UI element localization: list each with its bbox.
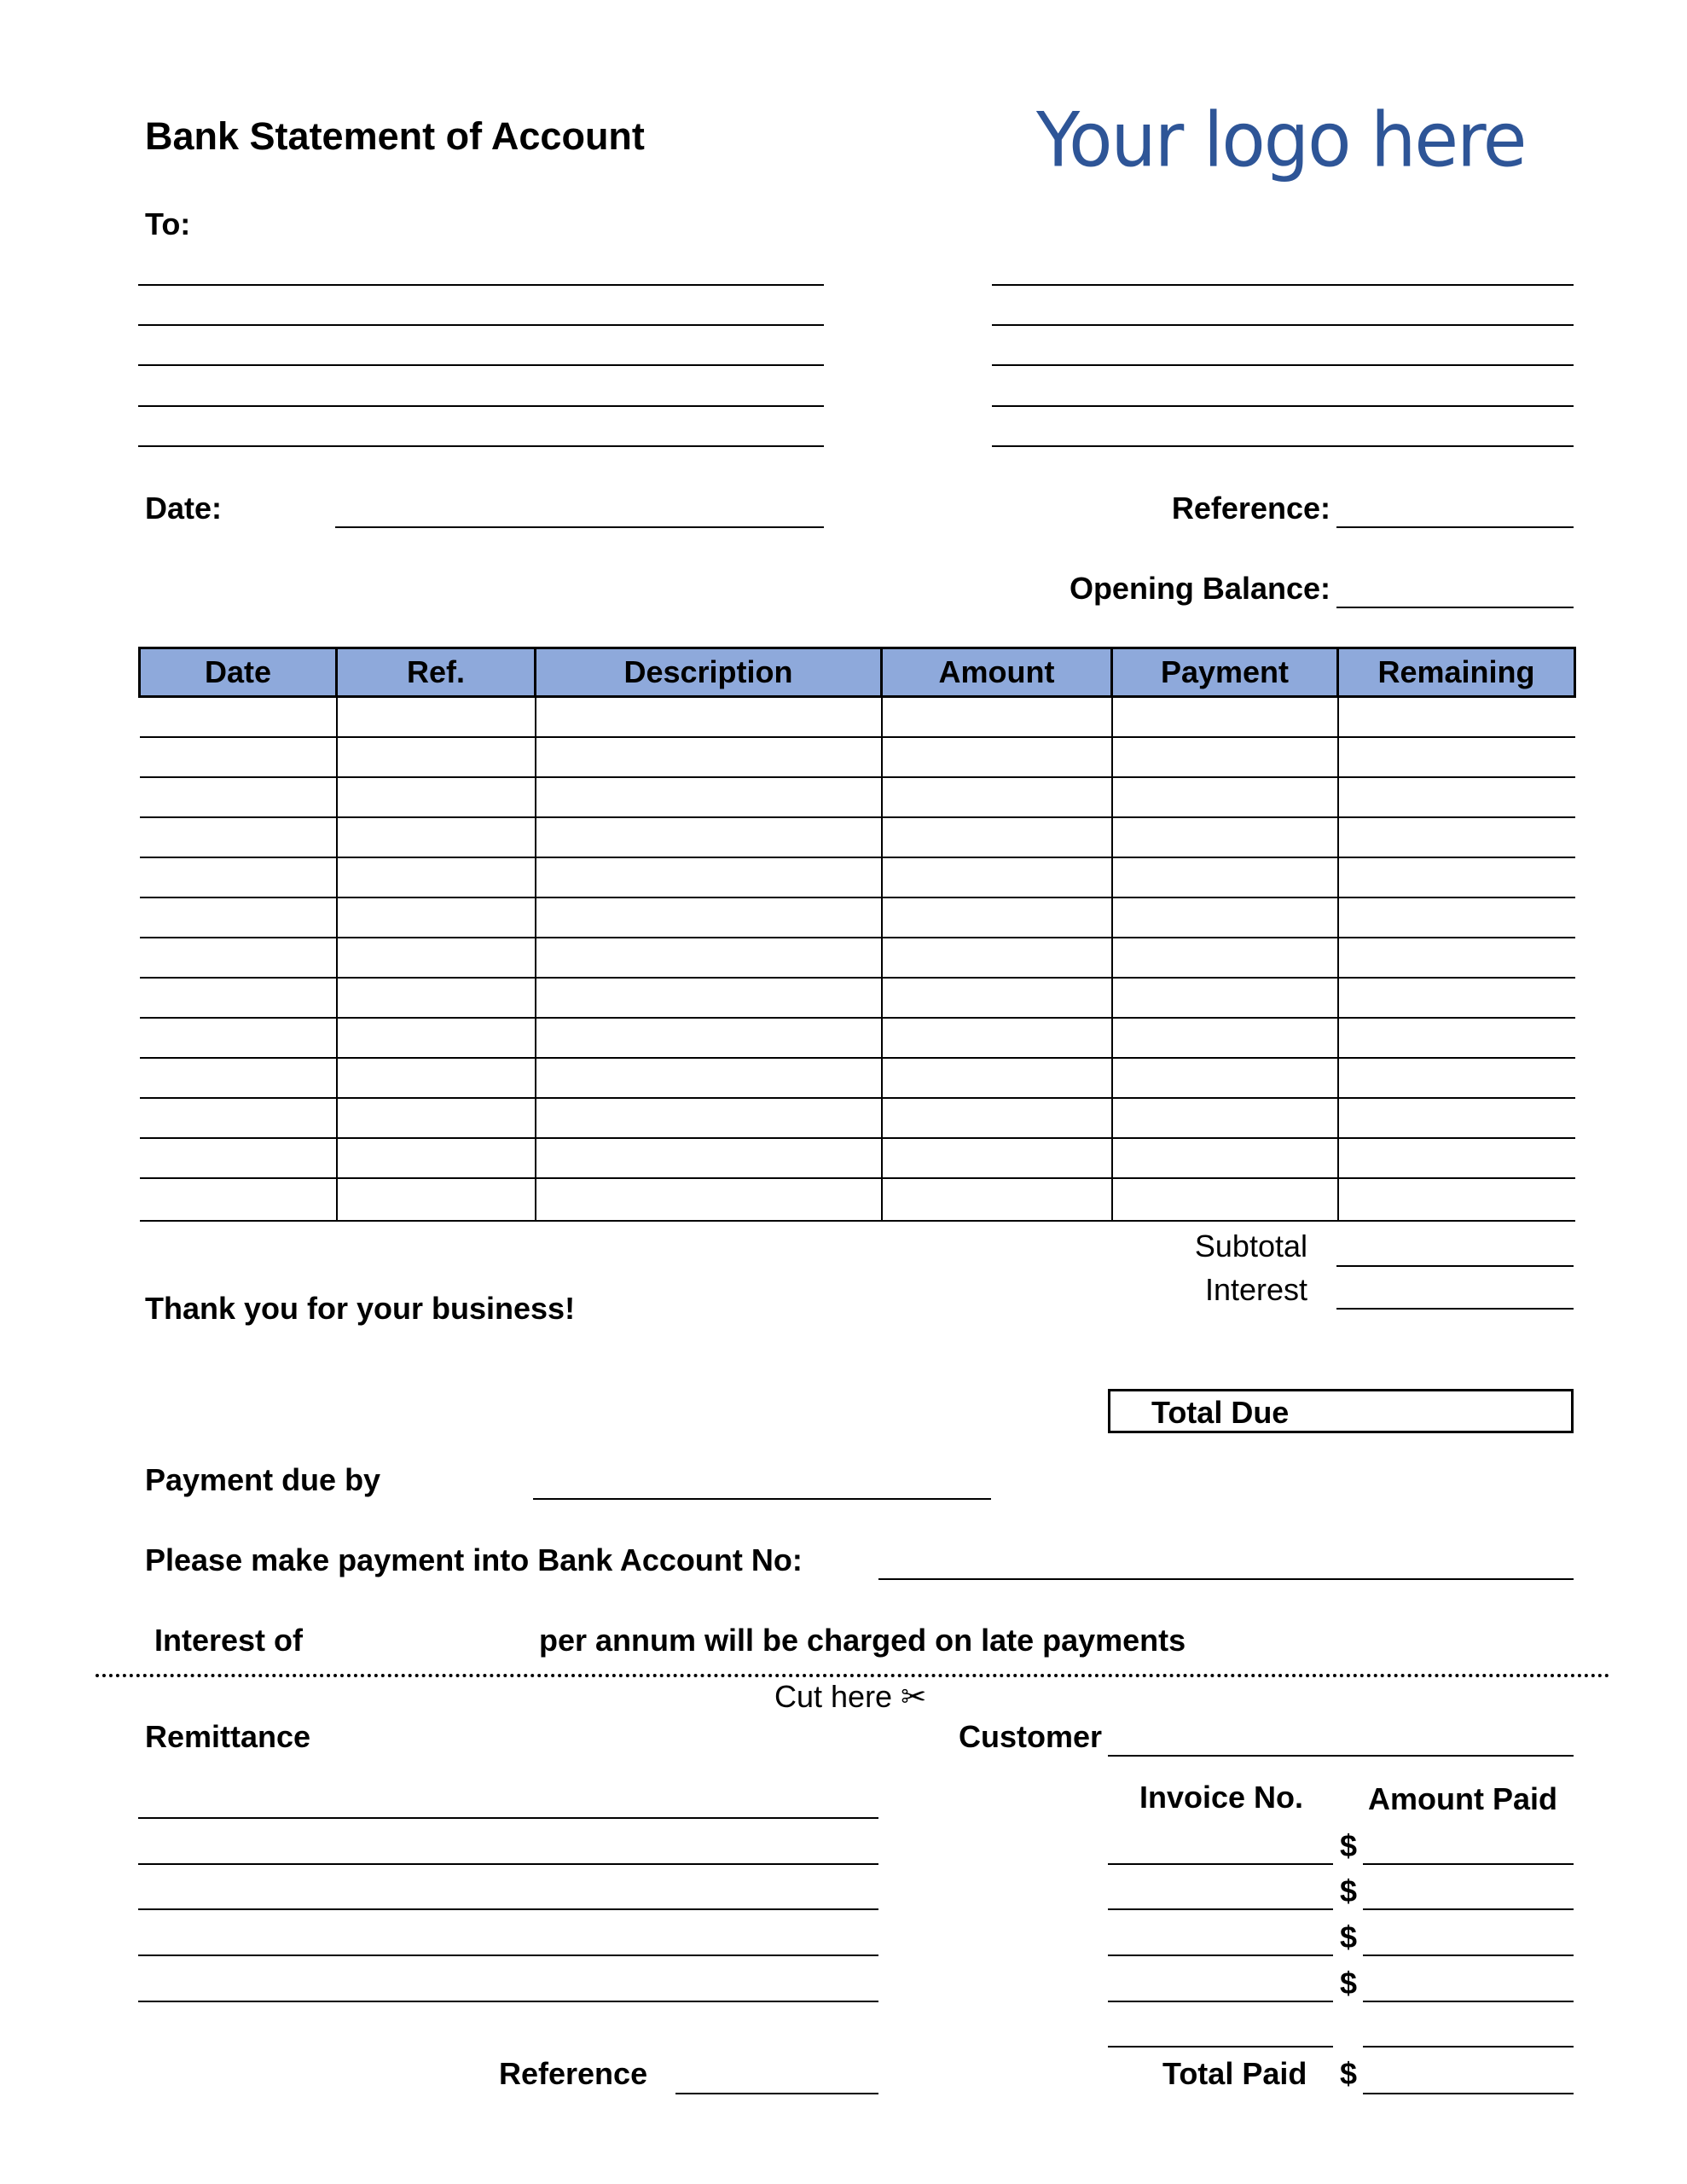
customer-label: Customer bbox=[959, 1719, 1103, 1754]
date-label: Date: bbox=[145, 491, 223, 526]
table-cell[interactable] bbox=[1112, 737, 1338, 777]
address-line-right-3[interactable] bbox=[992, 364, 1574, 366]
table-cell[interactable] bbox=[1338, 1018, 1575, 1058]
table-cell[interactable] bbox=[882, 1138, 1112, 1178]
remittance-address-line-1[interactable] bbox=[138, 1817, 878, 1819]
table-cell[interactable] bbox=[1112, 1098, 1338, 1138]
table-cell[interactable] bbox=[1112, 1178, 1338, 1221]
table-cell[interactable] bbox=[1338, 697, 1575, 738]
address-line-right-5[interactable] bbox=[992, 445, 1574, 447]
table-cell[interactable] bbox=[882, 697, 1112, 738]
table-cell[interactable] bbox=[337, 1098, 536, 1138]
table-cell[interactable] bbox=[337, 697, 536, 738]
currency-symbol: $ bbox=[1340, 1828, 1358, 1863]
table-cell[interactable] bbox=[1112, 777, 1338, 817]
table-cell[interactable] bbox=[1112, 897, 1338, 938]
table-cell[interactable] bbox=[140, 857, 337, 897]
table-cell[interactable] bbox=[1338, 1178, 1575, 1221]
table-cell[interactable] bbox=[882, 857, 1112, 897]
column-header-description: Description bbox=[536, 648, 882, 697]
table-cell[interactable] bbox=[140, 737, 337, 777]
table-row bbox=[140, 1098, 1575, 1138]
table-cell[interactable] bbox=[1112, 1058, 1338, 1098]
total-paid-field[interactable] bbox=[1363, 2093, 1574, 2094]
column-header-amount: Amount bbox=[882, 648, 1112, 697]
table-cell[interactable] bbox=[536, 1178, 882, 1221]
opening-balance-field[interactable] bbox=[1336, 607, 1574, 608]
address-line-left-4[interactable] bbox=[138, 405, 824, 407]
table-cell[interactable] bbox=[882, 978, 1112, 1018]
currency-symbol: $ bbox=[1340, 1920, 1358, 1955]
column-header-ref: Ref. bbox=[337, 648, 536, 697]
customer-field[interactable] bbox=[1108, 1755, 1574, 1757]
table-cell[interactable] bbox=[1112, 938, 1338, 978]
table-cell[interactable] bbox=[1338, 897, 1575, 938]
transactions-table bbox=[138, 647, 1576, 1222]
thank-you-text: Thank you for your business! bbox=[145, 1291, 576, 1326]
table-cell[interactable] bbox=[536, 1058, 882, 1098]
table-cell[interactable] bbox=[536, 817, 882, 857]
invoice-no-field[interactable] bbox=[1108, 1863, 1333, 1865]
table-cell[interactable] bbox=[1112, 857, 1338, 897]
invoice-no-field[interactable] bbox=[1108, 1908, 1333, 1910]
table-cell[interactable] bbox=[882, 1178, 1112, 1221]
table-cell[interactable] bbox=[140, 817, 337, 857]
table-cell[interactable] bbox=[1338, 1058, 1575, 1098]
table-cell[interactable] bbox=[882, 897, 1112, 938]
subtotal-label: Subtotal bbox=[1194, 1228, 1307, 1263]
invoice-no-field[interactable] bbox=[1108, 1955, 1333, 1956]
bank-account-label: Please make payment into Bank Account No: bbox=[145, 1542, 803, 1577]
table-cell[interactable] bbox=[337, 817, 536, 857]
table-cell[interactable] bbox=[1338, 1098, 1575, 1138]
total-due-label: Total Due bbox=[1151, 1395, 1290, 1430]
amount-line-blank[interactable] bbox=[1363, 2046, 1574, 2048]
table-row bbox=[140, 1058, 1575, 1098]
table-cell[interactable] bbox=[337, 897, 536, 938]
table-cell[interactable] bbox=[536, 1138, 882, 1178]
table-cell[interactable] bbox=[1112, 1138, 1338, 1178]
amount-paid-field[interactable] bbox=[1363, 1955, 1574, 1956]
table-cell[interactable] bbox=[1338, 938, 1575, 978]
amount-paid-field[interactable] bbox=[1363, 1908, 1574, 1910]
table-header-row bbox=[140, 648, 1575, 697]
table-cell[interactable] bbox=[337, 938, 536, 978]
invoice-line-blank[interactable] bbox=[1108, 2046, 1333, 2048]
currency-symbol: $ bbox=[1340, 1966, 1358, 2001]
table-row bbox=[140, 697, 1575, 738]
interest-field[interactable] bbox=[1336, 1308, 1574, 1310]
table-cell[interactable] bbox=[536, 737, 882, 777]
remittance-title: Remittance bbox=[145, 1719, 311, 1754]
address-line-left-5[interactable] bbox=[138, 445, 824, 447]
table-cell[interactable] bbox=[337, 1138, 536, 1178]
table-row bbox=[140, 1138, 1575, 1178]
address-line-left-3[interactable] bbox=[138, 364, 824, 366]
invoice-no-header: Invoice No. bbox=[1139, 1780, 1304, 1815]
reference-field[interactable] bbox=[1336, 526, 1574, 528]
currency-symbol: $ bbox=[1340, 2056, 1358, 2091]
table-cell[interactable] bbox=[337, 1018, 536, 1058]
table-cell[interactable] bbox=[1112, 697, 1338, 738]
table-cell[interactable] bbox=[1338, 817, 1575, 857]
interest-rate-prefix: Interest of bbox=[154, 1623, 304, 1658]
table-cell[interactable] bbox=[337, 857, 536, 897]
remittance-address-line-5[interactable] bbox=[138, 2001, 878, 2002]
table-cell[interactable] bbox=[882, 737, 1112, 777]
address-line-right-2[interactable] bbox=[992, 324, 1574, 326]
table-cell[interactable] bbox=[337, 737, 536, 777]
table-row bbox=[140, 857, 1575, 897]
table-cell[interactable] bbox=[1338, 777, 1575, 817]
table-cell[interactable] bbox=[536, 1018, 882, 1058]
table-cell[interactable] bbox=[536, 1098, 882, 1138]
table-row bbox=[140, 777, 1575, 817]
date-field[interactable] bbox=[335, 526, 824, 528]
invoice-no-field[interactable] bbox=[1108, 2001, 1333, 2002]
remittance-reference-field[interactable] bbox=[675, 2093, 878, 2094]
table-cell[interactable] bbox=[1338, 857, 1575, 897]
column-header-date: Date bbox=[140, 648, 337, 697]
address-line-right-4[interactable] bbox=[992, 405, 1574, 407]
table-cell[interactable] bbox=[882, 817, 1112, 857]
table-cell[interactable] bbox=[882, 1058, 1112, 1098]
table-cell[interactable] bbox=[536, 777, 882, 817]
table-cell[interactable] bbox=[140, 978, 337, 1018]
payment-due-label: Payment due by bbox=[145, 1462, 381, 1497]
column-header-payment: Payment bbox=[1112, 648, 1338, 697]
logo-placeholder: Your logo here bbox=[1036, 96, 1526, 184]
table-cell[interactable] bbox=[140, 897, 337, 938]
amount-paid-header: Amount Paid bbox=[1368, 1781, 1557, 1816]
table-cell[interactable] bbox=[536, 897, 882, 938]
table-body bbox=[140, 697, 1575, 1222]
cut-line bbox=[96, 1674, 1610, 1677]
address-line-left-2[interactable] bbox=[138, 324, 824, 326]
bank-account-field[interactable] bbox=[878, 1578, 1574, 1580]
table-cell[interactable] bbox=[882, 1018, 1112, 1058]
table-row bbox=[140, 737, 1575, 777]
table-cell[interactable] bbox=[140, 777, 337, 817]
table-cell[interactable] bbox=[337, 777, 536, 817]
table-cell[interactable] bbox=[1338, 737, 1575, 777]
table-cell[interactable] bbox=[536, 938, 882, 978]
remittance-address-line-4[interactable] bbox=[138, 1955, 878, 1956]
table-cell[interactable] bbox=[536, 857, 882, 897]
column-header-remaining: Remaining bbox=[1338, 648, 1575, 697]
table-row bbox=[140, 897, 1575, 938]
opening-balance-label: Opening Balance: bbox=[1069, 571, 1330, 606]
remittance-address-line-3[interactable] bbox=[138, 1908, 878, 1910]
table-cell[interactable] bbox=[140, 1018, 337, 1058]
table-cell[interactable] bbox=[140, 938, 337, 978]
table-cell[interactable] bbox=[337, 1058, 536, 1098]
table-row bbox=[140, 1018, 1575, 1058]
table-cell[interactable] bbox=[337, 1178, 536, 1221]
table-row bbox=[140, 978, 1575, 1018]
table-cell[interactable] bbox=[140, 1098, 337, 1138]
table-cell[interactable] bbox=[1112, 978, 1338, 1018]
table-cell[interactable] bbox=[882, 1098, 1112, 1138]
table-cell[interactable] bbox=[337, 978, 536, 1018]
interest-label: Interest bbox=[1204, 1272, 1307, 1307]
address-line-right-1[interactable] bbox=[992, 284, 1574, 286]
table-cell[interactable] bbox=[1338, 1138, 1575, 1178]
table-cell[interactable] bbox=[140, 697, 337, 738]
remittance-address-line-2[interactable] bbox=[138, 1863, 878, 1865]
table-cell[interactable] bbox=[536, 697, 882, 738]
table-cell[interactable] bbox=[882, 777, 1112, 817]
address-line-left-1[interactable] bbox=[138, 284, 824, 286]
payment-due-field[interactable] bbox=[533, 1498, 991, 1500]
table-cell[interactable] bbox=[1338, 978, 1575, 1018]
table-cell[interactable] bbox=[140, 1058, 337, 1098]
to-label: To: bbox=[145, 206, 191, 241]
amount-paid-field[interactable] bbox=[1363, 2001, 1574, 2002]
table-row bbox=[140, 938, 1575, 978]
currency-symbol: $ bbox=[1340, 1873, 1358, 1908]
table-cell[interactable] bbox=[882, 938, 1112, 978]
remittance-reference-label: Reference bbox=[499, 2056, 648, 2091]
total-paid-label: Total Paid bbox=[1162, 2056, 1307, 2091]
amount-paid-field[interactable] bbox=[1363, 1863, 1574, 1865]
reference-label: Reference: bbox=[1171, 491, 1330, 526]
page-title: Bank Statement of Account bbox=[145, 114, 645, 158]
table-cell[interactable] bbox=[536, 978, 882, 1018]
table-cell[interactable] bbox=[1112, 817, 1338, 857]
total-due-box[interactable] bbox=[1108, 1389, 1574, 1433]
subtotal-field[interactable] bbox=[1336, 1265, 1574, 1267]
table-row bbox=[140, 1178, 1575, 1221]
table-cell[interactable] bbox=[140, 1138, 337, 1178]
table-row bbox=[140, 817, 1575, 857]
table-cell[interactable] bbox=[1112, 1018, 1338, 1058]
cut-here-label: Cut here ✂ bbox=[774, 1679, 927, 1714]
table-cell[interactable] bbox=[140, 1178, 337, 1221]
interest-rate-suffix: per annum will be charged on late payments bbox=[539, 1623, 1186, 1658]
